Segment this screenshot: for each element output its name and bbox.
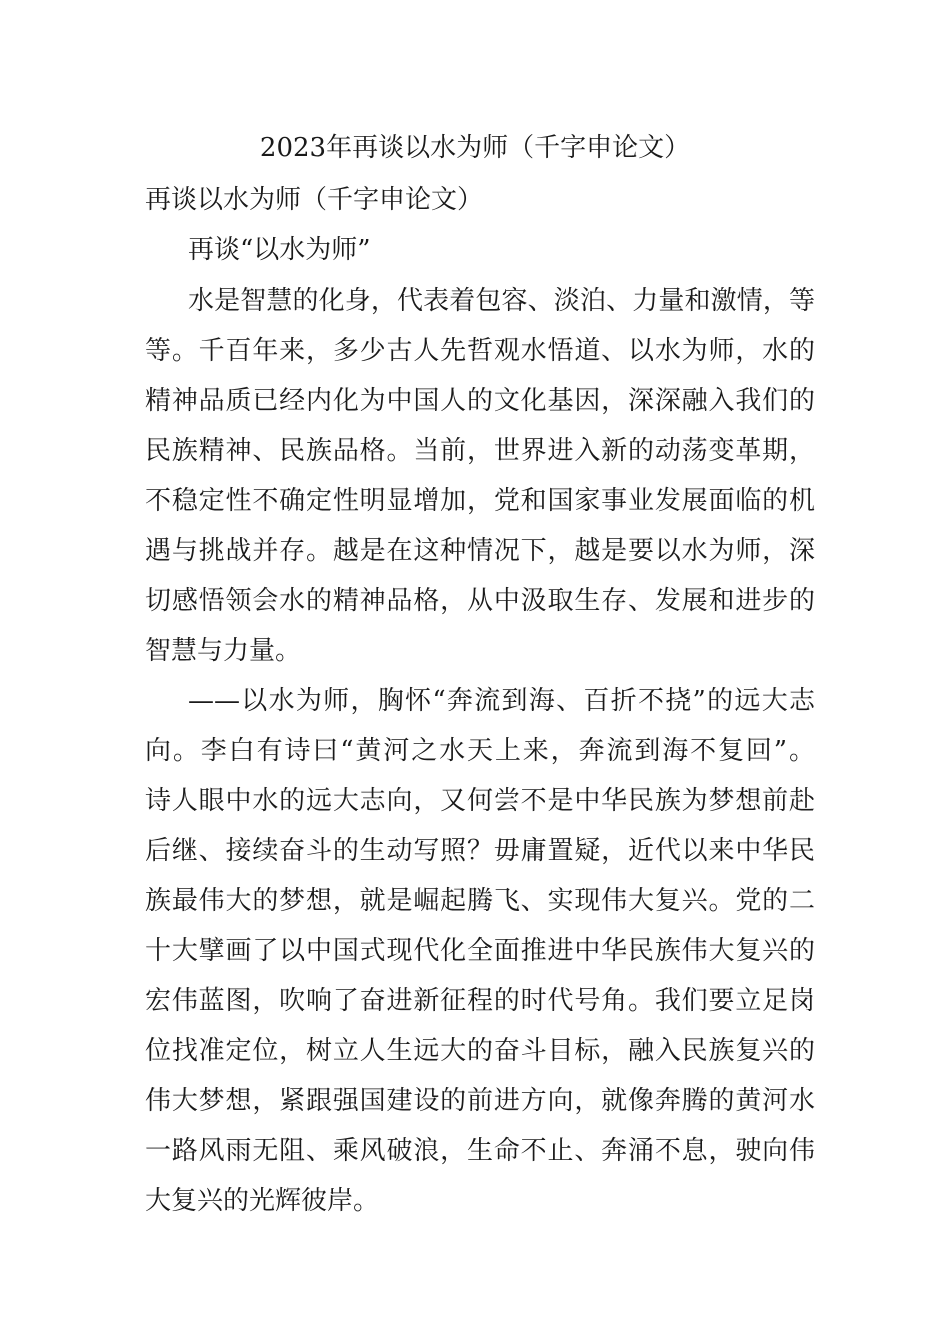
section-heading: 再谈“以水为师” [188,235,371,265]
paragraph-line: 等。千百年来，多少古人先哲观水悟道、以水为师，水的 [145,336,815,366]
paragraph-line: 水是智慧的化身，代表着包容、淡泊、力量和激情，等 [188,286,815,316]
paragraph-line: 后继、接续奋斗的生动写照？毋庸置疑，近代以来中华民 [145,836,815,866]
paragraph-line: ——以水为师，胸怀“奔流到海、百折不挠”的远大志 [188,686,815,716]
paragraph-line: 民族精神、民族品格。当前，世界进入新的动荡变革期， [145,436,815,466]
paragraph-line: 切感悟领会水的精神品格，从中汲取生存、发展和进步的 [145,586,815,616]
paragraph-line: 智慧与力量。 [145,636,302,666]
paragraph-line: 十大擘画了以中国式现代化全面推进中华民族伟大复兴的 [145,936,815,966]
document-title: 2023年再谈以水为师（千字申论文） [259,133,691,163]
document-subtitle: 再谈以水为师（千字申论文） [145,185,484,215]
paragraph-line: 精神品质已经内化为中国人的文化基因，深深融入我们的 [145,386,815,416]
paragraph-line: 位找准定位，树立人生远大的奋斗目标，融入民族复兴的 [145,1036,815,1066]
paragraph-line: 大复兴的光辉彼岸。 [145,1186,380,1216]
paragraph-line: 族最伟大的梦想，就是崛起腾飞、实现伟大复兴。党的二 [145,886,815,916]
paragraph-line: 伟大梦想，紧跟强国建设的前进方向，就像奔腾的黄河水 [145,1086,815,1116]
paragraph-line: 向。李白有诗曰“黄河之水天上来，奔流到海不复回”。 [145,736,815,766]
paragraph-line: 诗人眼中水的远大志向，又何尝不是中华民族为梦想前赴 [145,786,815,816]
paragraph-line: 一路风雨无阻、乘风破浪，生命不止、奔涌不息，驶向伟 [145,1136,815,1166]
paragraph-line: 宏伟蓝图，吹响了奋进新征程的时代号角。我们要立足岗 [145,986,815,1016]
paragraph-line: 不稳定性不确定性明显增加，党和国家事业发展面临的机 [145,486,815,516]
paragraph-line: 遇与挑战并存。越是在这种情况下，越是要以水为师，深 [145,536,815,566]
